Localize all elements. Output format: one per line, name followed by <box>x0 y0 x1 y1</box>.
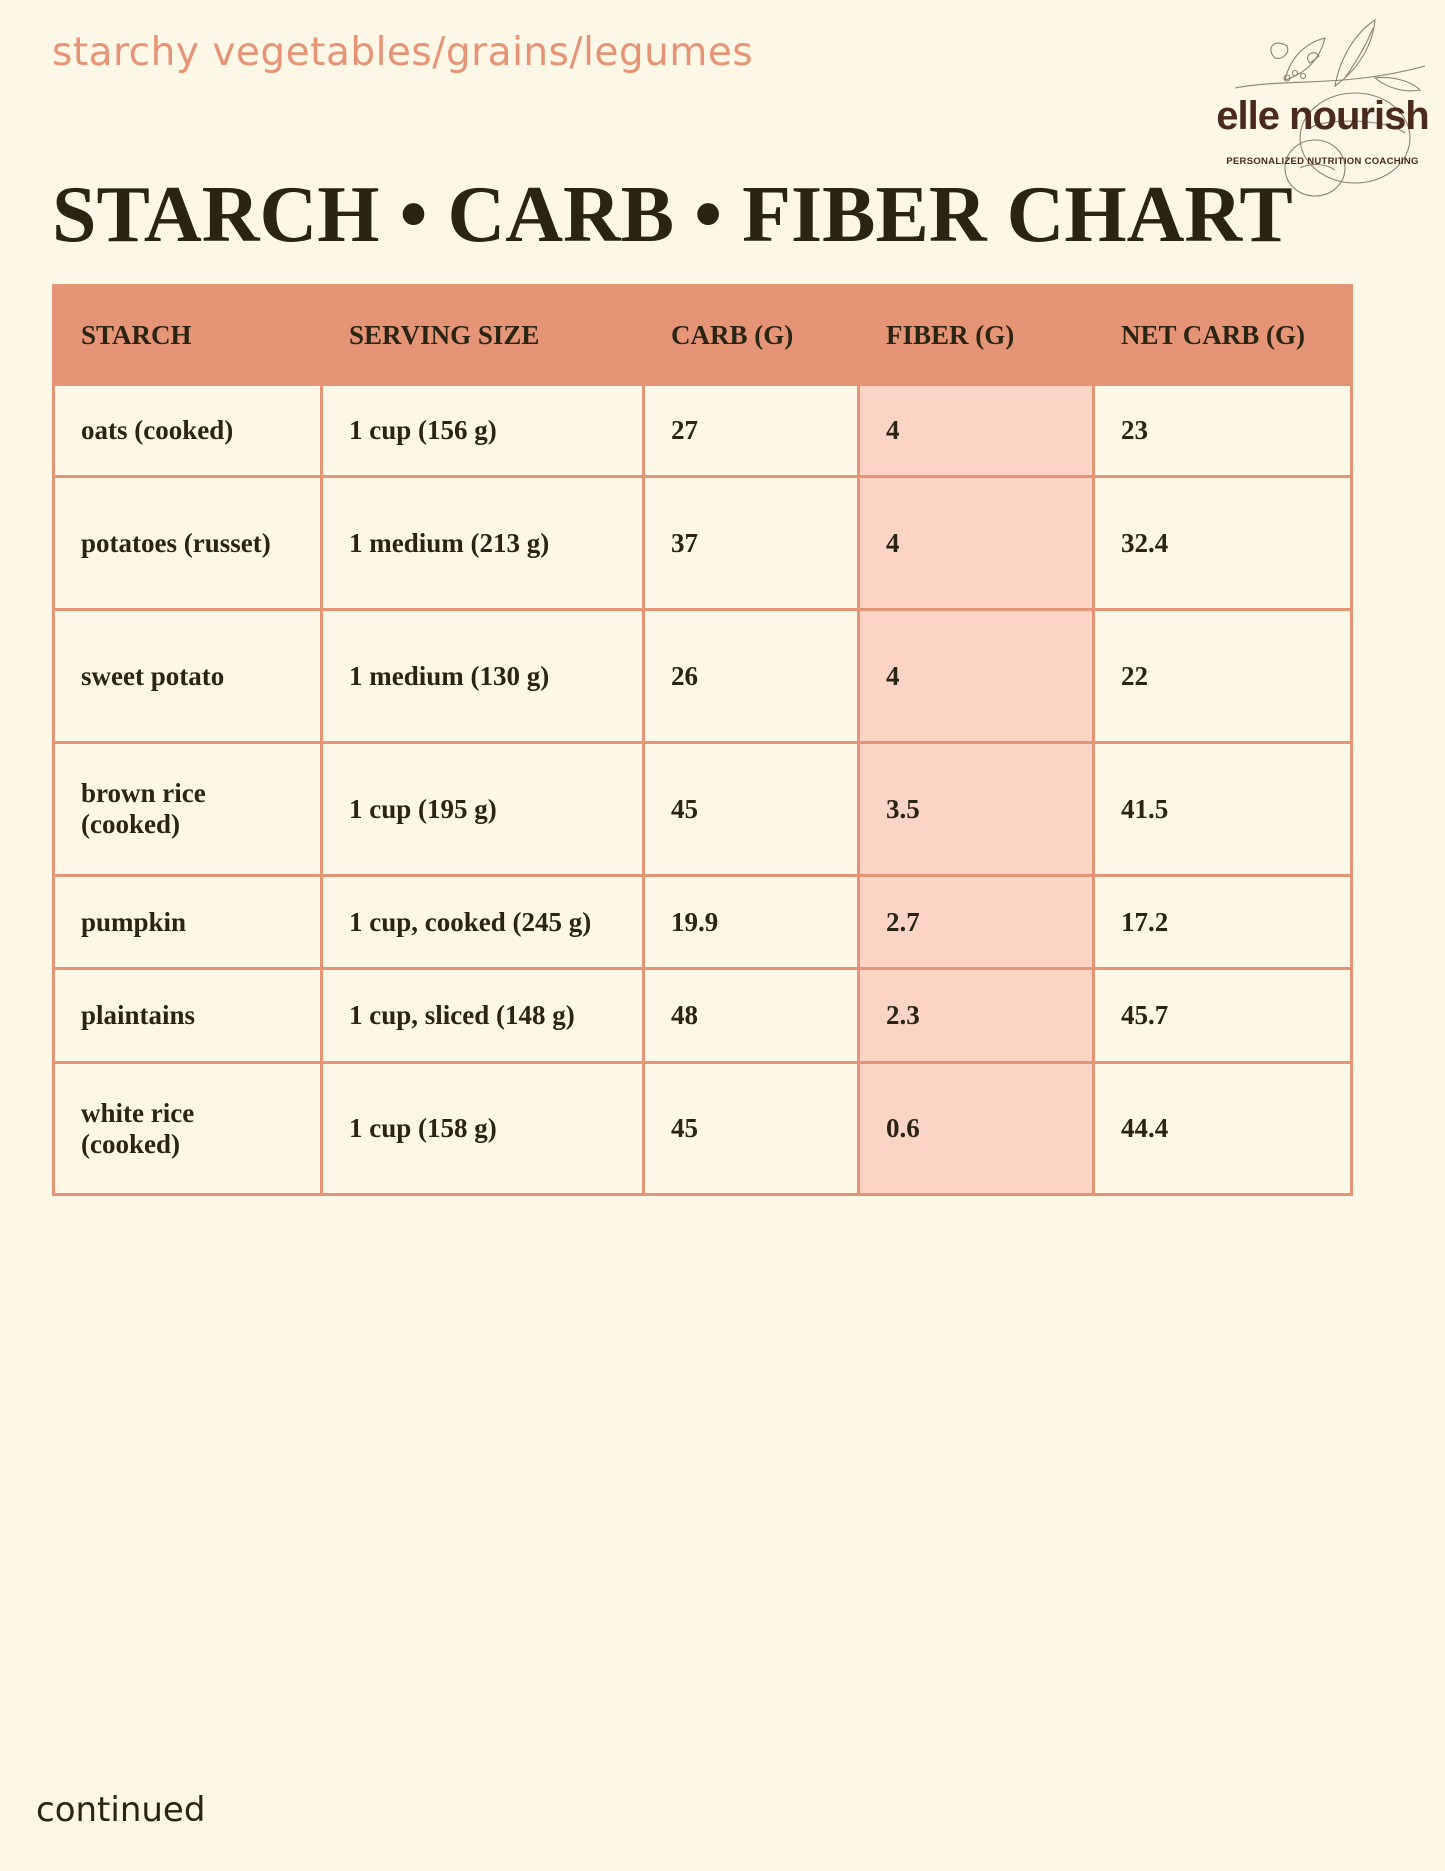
header-net-carb: NET CARB (G) <box>1094 286 1352 385</box>
cell-serving-size: 1 cup, sliced (148 g) <box>322 969 644 1063</box>
cell-starch: potatoes (russet) <box>54 477 322 610</box>
cell-carb: 37 <box>644 477 859 610</box>
cell-fiber: 0.6 <box>859 1063 1094 1195</box>
cell-starch: white rice (cooked) <box>54 1063 322 1195</box>
starch-carb-fiber-table <box>52 284 1353 1196</box>
table-row <box>54 743 1352 876</box>
cell-serving-size: 1 medium (213 g) <box>322 477 644 610</box>
logo-tagline: PERSONALIZED NUTRITION COACHING <box>1226 156 1419 167</box>
table-row <box>54 1063 1352 1195</box>
cell-fiber: 4 <box>859 385 1094 477</box>
cell-carb: 26 <box>644 610 859 743</box>
table-row <box>54 385 1352 477</box>
cell-serving-size: 1 cup (158 g) <box>322 1063 644 1195</box>
header-starch: STARCH <box>54 286 322 385</box>
cell-net-carb: 45.7 <box>1094 969 1352 1063</box>
table-row <box>54 969 1352 1063</box>
header-carb: CARB (G) <box>644 286 859 385</box>
cell-net-carb: 23 <box>1094 385 1352 477</box>
page-title: STARCH • CARB • FIBER CHART <box>52 171 1293 259</box>
cell-starch: oats (cooked) <box>54 385 322 477</box>
cell-net-carb: 41.5 <box>1094 743 1352 876</box>
cell-net-carb: 22 <box>1094 610 1352 743</box>
table-row <box>54 610 1352 743</box>
cell-fiber: 3.5 <box>859 743 1094 876</box>
cell-starch: brown rice (cooked) <box>54 743 322 876</box>
cell-serving-size: 1 medium (130 g) <box>322 610 644 743</box>
page-subtitle: starchy vegetables/grains/legumes <box>52 30 754 75</box>
cell-serving-size: 1 cup (195 g) <box>322 743 644 876</box>
cell-fiber: 4 <box>859 477 1094 610</box>
header-serving-size: SERVING SIZE <box>322 286 644 385</box>
cell-carb: 48 <box>644 969 859 1063</box>
cell-net-carb: 32.4 <box>1094 477 1352 610</box>
cell-serving-size: 1 cup (156 g) <box>322 385 644 477</box>
table-header-row <box>54 286 1352 385</box>
cell-starch: pumpkin <box>54 876 322 969</box>
header-fiber: FIBER (G) <box>859 286 1094 385</box>
cell-fiber: 2.3 <box>859 969 1094 1063</box>
cell-carb: 19.9 <box>644 876 859 969</box>
cell-carb: 45 <box>644 743 859 876</box>
logo-name: elle nourish <box>1216 94 1429 138</box>
cell-net-carb: 17.2 <box>1094 876 1352 969</box>
table-row <box>54 477 1352 610</box>
cell-fiber: 4 <box>859 610 1094 743</box>
cell-carb: 45 <box>644 1063 859 1195</box>
cell-starch: sweet potato <box>54 610 322 743</box>
continued-label: continued <box>36 1790 206 1830</box>
cell-net-carb: 44.4 <box>1094 1063 1352 1195</box>
cell-fiber: 2.7 <box>859 876 1094 969</box>
cell-serving-size: 1 cup, cooked (245 g) <box>322 876 644 969</box>
cell-starch: plaintains <box>54 969 322 1063</box>
cell-carb: 27 <box>644 385 859 477</box>
table-row <box>54 876 1352 969</box>
